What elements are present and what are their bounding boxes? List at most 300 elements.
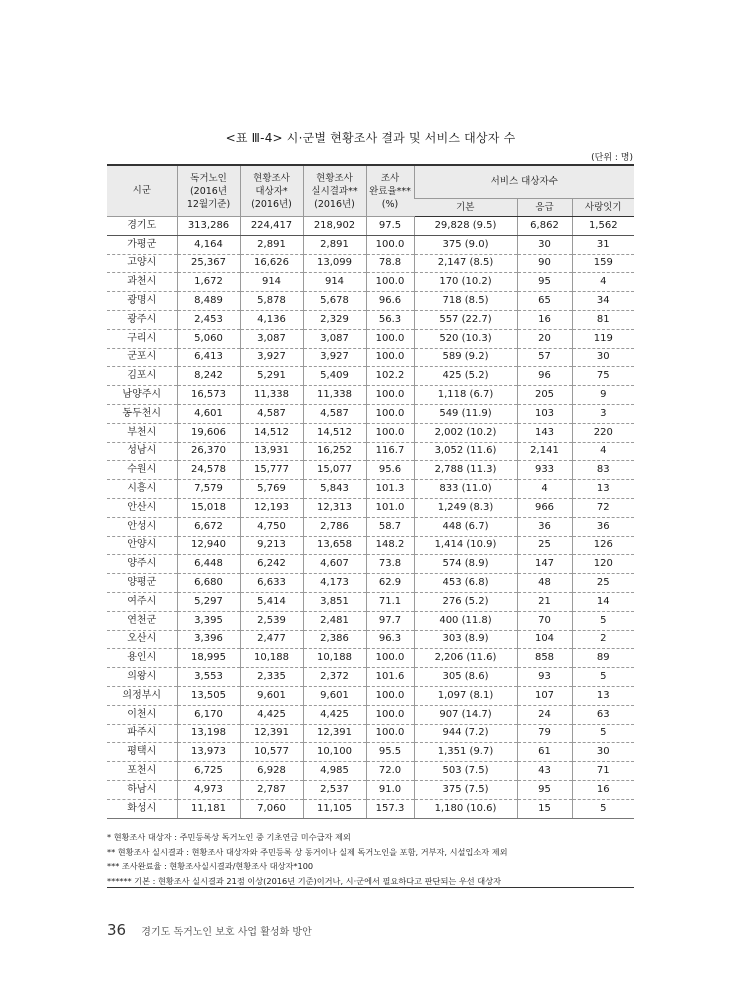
cell-love: 63 [572,705,634,724]
table-row [107,517,634,536]
cell-result: 4,587 [303,404,366,423]
cell-name: 양평군 [107,574,177,593]
cell-love: 4 [572,273,634,292]
cell-basic: 1,249 (8.3) [414,498,517,517]
cell-elderly: 3,395 [177,611,240,630]
statistics-table [107,164,634,819]
table-caption: <표 Ⅲ-4> 시·군별 현황조사 결과 및 서비스 대상자 수 [225,131,516,145]
cell-target: 7,060 [240,799,303,818]
cell-rate: 100.0 [366,404,414,423]
cell-name: 시흥시 [107,480,177,499]
cell-result: 4,985 [303,762,366,781]
cell-target: 12,391 [240,724,303,743]
cell-target: 14,512 [240,423,303,442]
cell-target: 4,750 [240,517,303,536]
cell-basic: 1,180 (10.6) [414,799,517,818]
cell-name: 수원시 [107,461,177,480]
cell-target: 6,928 [240,762,303,781]
cell-name: 군포시 [107,348,177,367]
cell-result: 2,891 [303,235,366,254]
cell-elderly: 13,198 [177,724,240,743]
cell-target: 2,539 [240,611,303,630]
header-survey-target: 현황조사 대상자* (2016년) [240,165,303,217]
cell-love: 89 [572,649,634,668]
cell-rate: 97.7 [366,611,414,630]
cell-elderly: 18,995 [177,649,240,668]
cell-name: 구리시 [107,329,177,348]
cell-basic: 907 (14.7) [414,705,517,724]
cell-result: 3,851 [303,592,366,611]
table-row [107,254,634,273]
cell-love: 5 [572,611,634,630]
cell-love: 30 [572,348,634,367]
cell-love: 5 [572,668,634,687]
cell-rate: 71.1 [366,592,414,611]
cell-elderly: 19,606 [177,423,240,442]
cell-basic: 400 (11.8) [414,611,517,630]
cell-name: 파주시 [107,724,177,743]
cell-basic: 520 (10.3) [414,329,517,348]
cell-love: 71 [572,762,634,781]
cell-result: 10,100 [303,743,366,762]
cell-rate: 157.3 [366,799,414,818]
cell-emergency: 16 [517,310,572,329]
cell-result: 13,658 [303,536,366,555]
cell-rate: 72.0 [366,762,414,781]
table-body [107,217,634,819]
cell-basic: 305 (8.6) [414,668,517,687]
cell-emergency: 103 [517,404,572,423]
header-basic: 기본 [414,199,517,217]
cell-result: 4,173 [303,574,366,593]
cell-name: 김포시 [107,367,177,386]
cell-target: 4,425 [240,705,303,724]
cell-name: 용인시 [107,649,177,668]
cell-love: 4 [572,442,634,461]
cell-elderly: 12,940 [177,536,240,555]
cell-name: 남양주시 [107,386,177,405]
table-notes [107,828,634,888]
cell-basic: 453 (6.8) [414,574,517,593]
header-survey-result: 현황조사 실시결과** (2016년) [303,165,366,217]
cell-rate: 101.6 [366,668,414,687]
cell-target: 9,213 [240,536,303,555]
note-line: * 현황조사 대상자 : 주민등록상 독거노인 중 기초연금 미수급자 제외 [107,832,351,842]
cell-name: 의정부시 [107,686,177,705]
cell-name: 포천시 [107,762,177,781]
table-row [107,762,634,781]
cell-target: 3,087 [240,329,303,348]
cell-result: 4,425 [303,705,366,724]
header-service-targets: 서비스 대상자수 [414,165,634,199]
table-row [107,536,634,555]
cell-emergency: 21 [517,592,572,611]
cell-basic: 1,097 (8.1) [414,686,517,705]
cell-result: 218,902 [303,217,366,236]
cell-elderly: 6,680 [177,574,240,593]
cell-basic: 589 (9.2) [414,348,517,367]
cell-name: 광명시 [107,292,177,311]
cell-rate: 102.2 [366,367,414,386]
cell-rate: 100.0 [366,649,414,668]
cell-name: 부천시 [107,423,177,442]
cell-emergency: 61 [517,743,572,762]
cell-love: 81 [572,310,634,329]
cell-elderly: 2,453 [177,310,240,329]
cell-result: 5,843 [303,480,366,499]
cell-emergency: 93 [517,668,572,687]
cell-love: 14 [572,592,634,611]
cell-name: 과천시 [107,273,177,292]
table-row [107,348,634,367]
cell-elderly: 15,018 [177,498,240,517]
cell-target: 11,338 [240,386,303,405]
cell-love: 159 [572,254,634,273]
cell-name: 안산시 [107,498,177,517]
cell-love: 220 [572,423,634,442]
table-row [107,630,634,649]
header-elderly: 독거노인 (2016년 12월기준) [177,165,240,217]
cell-basic: 718 (8.5) [414,292,517,311]
cell-target: 15,777 [240,461,303,480]
cell-emergency: 36 [517,517,572,536]
cell-love: 9 [572,386,634,405]
cell-result: 2,537 [303,780,366,799]
cell-emergency: 24 [517,705,572,724]
table-row [107,292,634,311]
cell-elderly: 24,578 [177,461,240,480]
table-row [107,423,634,442]
cell-emergency: 70 [517,611,572,630]
cell-rate: 100.0 [366,423,414,442]
cell-basic: 2,147 (8.5) [414,254,517,273]
cell-basic: 448 (6.7) [414,517,517,536]
cell-result: 12,391 [303,724,366,743]
table-row [107,404,634,423]
table-row [107,310,634,329]
cell-basic: 557 (22.7) [414,310,517,329]
cell-basic: 574 (8.9) [414,555,517,574]
cell-rate: 58.7 [366,517,414,536]
cell-elderly: 16,573 [177,386,240,405]
cell-elderly: 3,553 [177,668,240,687]
cell-name: 이천시 [107,705,177,724]
cell-love: 72 [572,498,634,517]
cell-rate: 97.5 [366,217,414,236]
cell-basic: 170 (10.2) [414,273,517,292]
cell-target: 2,477 [240,630,303,649]
cell-target: 9,601 [240,686,303,705]
cell-elderly: 6,413 [177,348,240,367]
cell-basic: 425 (5.2) [414,367,517,386]
cell-love: 126 [572,536,634,555]
table-row [107,386,634,405]
cell-rate: 95.5 [366,743,414,762]
cell-result: 10,188 [303,649,366,668]
cell-target: 3,927 [240,348,303,367]
cell-emergency: 20 [517,329,572,348]
table-row-total [107,217,634,236]
cell-love: 31 [572,235,634,254]
cell-elderly: 6,672 [177,517,240,536]
cell-name: 가평군 [107,235,177,254]
table-row [107,705,634,724]
table-row [107,555,634,574]
table-row [107,273,634,292]
cell-target: 10,188 [240,649,303,668]
cell-emergency: 65 [517,292,572,311]
cell-love: 1,562 [572,217,634,236]
table-row [107,498,634,517]
cell-result: 2,329 [303,310,366,329]
cell-love: 2 [572,630,634,649]
cell-emergency: 48 [517,574,572,593]
table-row [107,235,634,254]
cell-elderly: 8,489 [177,292,240,311]
cell-rate: 100.0 [366,329,414,348]
cell-rate: 100.0 [366,348,414,367]
cell-emergency: 96 [517,367,572,386]
cell-result: 12,313 [303,498,366,517]
cell-name: 하남시 [107,780,177,799]
cell-target: 4,136 [240,310,303,329]
cell-basic: 1,118 (6.7) [414,386,517,405]
cell-elderly: 6,448 [177,555,240,574]
cell-basic: 503 (7.5) [414,762,517,781]
cell-basic: 549 (11.9) [414,404,517,423]
cell-basic: 29,828 (9.5) [414,217,517,236]
cell-result: 5,678 [303,292,366,311]
page-footer [107,921,312,939]
cell-emergency: 966 [517,498,572,517]
header-love: 사랑잇기 [572,199,634,217]
cell-target: 5,414 [240,592,303,611]
cell-rate: 100.0 [366,235,414,254]
table-row [107,611,634,630]
table-row [107,743,634,762]
cell-result: 3,087 [303,329,366,348]
table-row [107,480,634,499]
table-row [107,592,634,611]
cell-rate: 100.0 [366,273,414,292]
cell-elderly: 8,242 [177,367,240,386]
cell-target: 6,633 [240,574,303,593]
cell-rate: 73.8 [366,555,414,574]
cell-basic: 276 (5.2) [414,592,517,611]
cell-elderly: 313,286 [177,217,240,236]
cell-name: 의왕시 [107,668,177,687]
cell-basic: 944 (7.2) [414,724,517,743]
cell-name: 양주시 [107,555,177,574]
note-line: *** 조사완료율 : 현황조사실시결과/현황조사 대상자*100 [107,861,314,871]
cell-rate: 62.9 [366,574,414,593]
cell-elderly: 3,396 [177,630,240,649]
cell-elderly: 6,170 [177,705,240,724]
footer-title: 경기도 독거노인 보호 사업 활성화 방안 [141,927,312,938]
table-row [107,367,634,386]
header-emergency: 응급 [517,199,572,217]
cell-love: 119 [572,329,634,348]
cell-rate: 100.0 [366,705,414,724]
note-line: ** 현황조사 실시결과 : 현황조사 대상자와 주민등록 상 동거이나 실제 독거노인을 포함, 거부자, 시설입소자 제외 [107,846,508,857]
cell-rate: 95.6 [366,461,414,480]
cell-elderly: 4,601 [177,404,240,423]
cell-basic: 833 (11.0) [414,480,517,499]
cell-emergency: 95 [517,273,572,292]
cell-love: 75 [572,367,634,386]
cell-rate: 56.3 [366,310,414,329]
cell-target: 13,931 [240,442,303,461]
cell-result: 15,077 [303,461,366,480]
cell-name: 경기도 [107,217,177,236]
cell-rate: 78.8 [366,254,414,273]
cell-love: 3 [572,404,634,423]
table-row [107,668,634,687]
header-sigun: 시군 [107,165,177,217]
table-row [107,461,634,480]
cell-emergency: 104 [517,630,572,649]
cell-target: 5,291 [240,367,303,386]
cell-emergency: 57 [517,348,572,367]
table-row [107,724,634,743]
cell-target: 5,878 [240,292,303,311]
cell-love: 30 [572,743,634,762]
cell-result: 11,105 [303,799,366,818]
cell-emergency: 43 [517,762,572,781]
cell-elderly: 5,297 [177,592,240,611]
cell-love: 83 [572,461,634,480]
cell-name: 여주시 [107,592,177,611]
cell-elderly: 5,060 [177,329,240,348]
cell-target: 12,193 [240,498,303,517]
cell-emergency: 25 [517,536,572,555]
cell-rate: 91.0 [366,780,414,799]
cell-rate: 100.0 [366,724,414,743]
cell-target: 5,769 [240,480,303,499]
cell-name: 성남시 [107,442,177,461]
cell-basic: 303 (8.9) [414,630,517,649]
cell-result: 3,927 [303,348,366,367]
cell-result: 2,481 [303,611,366,630]
cell-elderly: 25,367 [177,254,240,273]
cell-love: 5 [572,799,634,818]
cell-emergency: 30 [517,235,572,254]
cell-emergency: 2,141 [517,442,572,461]
cell-elderly: 4,164 [177,235,240,254]
cell-name: 고양시 [107,254,177,273]
cell-emergency: 147 [517,555,572,574]
cell-elderly: 6,725 [177,762,240,781]
cell-result: 914 [303,273,366,292]
cell-rate: 100.0 [366,386,414,405]
cell-basic: 1,414 (10.9) [414,536,517,555]
cell-elderly: 11,181 [177,799,240,818]
table-row [107,799,634,818]
cell-result: 4,607 [303,555,366,574]
cell-love: 120 [572,555,634,574]
cell-name: 오산시 [107,630,177,649]
header-completion-rate: 조사 완료율*** (%) [366,165,414,217]
cell-emergency: 933 [517,461,572,480]
cell-name: 광주시 [107,310,177,329]
cell-elderly: 13,505 [177,686,240,705]
cell-love: 36 [572,517,634,536]
page-number: 36 [107,921,127,939]
cell-result: 2,386 [303,630,366,649]
unit-label: (단위 : 명) [591,153,633,163]
cell-emergency: 6,862 [517,217,572,236]
cell-target: 16,626 [240,254,303,273]
cell-rate: 101.3 [366,480,414,499]
cell-basic: 1,351 (9.7) [414,743,517,762]
cell-emergency: 107 [517,686,572,705]
cell-elderly: 1,672 [177,273,240,292]
cell-emergency: 4 [517,480,572,499]
cell-rate: 96.3 [366,630,414,649]
cell-emergency: 79 [517,724,572,743]
cell-rate: 116.7 [366,442,414,461]
cell-result: 2,786 [303,517,366,536]
cell-target: 10,577 [240,743,303,762]
cell-emergency: 205 [517,386,572,405]
cell-elderly: 26,370 [177,442,240,461]
cell-basic: 3,052 (11.6) [414,442,517,461]
table-row [107,442,634,461]
table-row [107,329,634,348]
cell-elderly: 4,973 [177,780,240,799]
cell-love: 13 [572,480,634,499]
cell-target: 2,335 [240,668,303,687]
table-row [107,686,634,705]
cell-elderly: 7,579 [177,480,240,499]
cell-result: 9,601 [303,686,366,705]
cell-result: 11,338 [303,386,366,405]
cell-name: 연천군 [107,611,177,630]
cell-target: 224,417 [240,217,303,236]
cell-love: 34 [572,292,634,311]
cell-love: 13 [572,686,634,705]
cell-rate: 148.2 [366,536,414,555]
cell-emergency: 858 [517,649,572,668]
cell-result: 5,409 [303,367,366,386]
cell-name: 안양시 [107,536,177,555]
cell-result: 14,512 [303,423,366,442]
note-line: ****** 기본 : 현황조사 실시결과 21점 이상(2016년 기준)이거나, 시·군에서 필요하다고 판단되는 우선 대상자 [107,875,502,886]
cell-emergency: 95 [517,780,572,799]
cell-result: 16,252 [303,442,366,461]
cell-name: 동두천시 [107,404,177,423]
cell-love: 5 [572,724,634,743]
cell-emergency: 15 [517,799,572,818]
cell-basic: 2,002 (10.2) [414,423,517,442]
cell-result: 13,099 [303,254,366,273]
cell-love: 25 [572,574,634,593]
cell-emergency: 90 [517,254,572,273]
cell-elderly: 13,973 [177,743,240,762]
cell-basic: 375 (9.0) [414,235,517,254]
table-row [107,780,634,799]
cell-target: 2,891 [240,235,303,254]
cell-result: 2,372 [303,668,366,687]
cell-name: 화성시 [107,799,177,818]
cell-rate: 101.0 [366,498,414,517]
table-row [107,649,634,668]
cell-name: 안성시 [107,517,177,536]
cell-target: 6,242 [240,555,303,574]
cell-rate: 96.6 [366,292,414,311]
cell-target: 914 [240,273,303,292]
cell-emergency: 143 [517,423,572,442]
